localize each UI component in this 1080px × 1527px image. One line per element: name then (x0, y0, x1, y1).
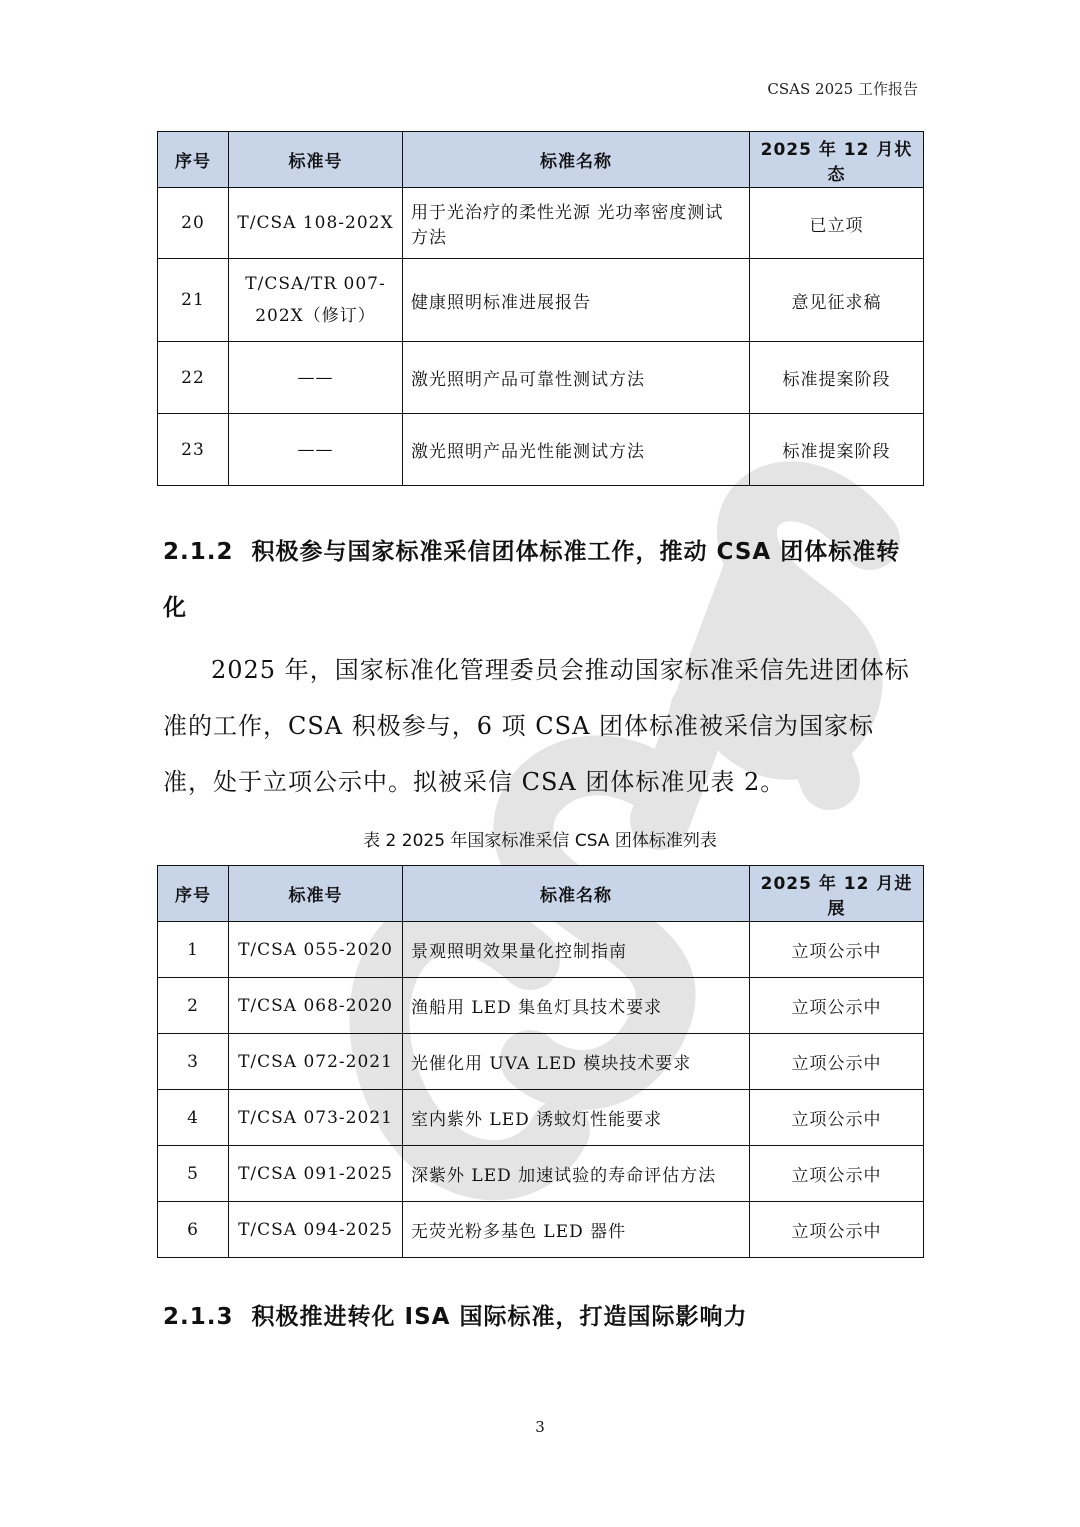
cell-name: 渔船用 LED 集鱼灯具技术要求 (403, 978, 750, 1034)
cell-name: 激光照明产品光性能测试方法 (403, 414, 750, 486)
section-paragraph: 2025 年，国家标准化管理委员会推动国家标准采信先进团体标准的工作，CSA 积极参与，6 项 CSA 团体标准被采信为国家标准，处于立项公示中。拟被采信 CSA 团体标准见表 2。 (163, 656, 910, 796)
cell-name: 室内紫外 LED 诱蚊灯性能要求 (403, 1090, 750, 1146)
adopted-standards-table (157, 865, 924, 1258)
cell-code: —— (229, 414, 403, 486)
table-row (158, 259, 924, 342)
col-header-code: 标准号 (229, 866, 403, 922)
cell-status: 立项公示中 (750, 1202, 924, 1258)
table-row (158, 978, 924, 1034)
cell-code: —— (229, 342, 403, 414)
section-heading-2-1-3 (163, 1300, 923, 1334)
cell-code: T/CSA 055-2020 (229, 922, 403, 978)
cell-no: 5 (158, 1146, 229, 1202)
cell-code: T/CSA 068-2020 (229, 978, 403, 1034)
col-header-no: 序号 (158, 866, 229, 922)
cell-name: 用于光治疗的柔性光源 光功率密度测试方法 (403, 188, 750, 259)
cell-name: 激光照明产品可靠性测试方法 (403, 342, 750, 414)
col-header-name: 标准名称 (403, 866, 750, 922)
section-title: 积极参与国家标准采信团体标准工作，推动 CSA 团体标准转化 (163, 539, 901, 621)
cell-no: 1 (158, 922, 229, 978)
cell-status: 已立项 (750, 188, 924, 259)
cell-code: T/CSA 091-2025 (229, 1146, 403, 1202)
col-header-name: 标准名称 (403, 132, 750, 188)
section-title: 积极推进转化 ISA 国际标准，打造国际影响力 (251, 1304, 748, 1330)
cell-status: 意见征求稿 (750, 259, 924, 342)
cell-code: T/CSA 072-2021 (229, 1034, 403, 1090)
col-header-no: 序号 (158, 132, 229, 188)
page-number: 3 (535, 1418, 545, 1436)
cell-status: 标准提案阶段 (750, 342, 924, 414)
table-row (158, 1146, 924, 1202)
cell-name: 深紫外 LED 加速试验的寿命评估方法 (403, 1146, 750, 1202)
col-header-status: 2025 年 12 月进展 (750, 866, 924, 922)
table-header-row (158, 132, 924, 188)
table2-caption: 表 2 2025 年国家标准采信 CSA 团体标准列表 (363, 831, 717, 851)
cell-no: 22 (158, 342, 229, 414)
cell-name: 健康照明标准进展报告 (403, 259, 750, 342)
col-header-status: 2025 年 12 月状态 (750, 132, 924, 188)
table-row (158, 1090, 924, 1146)
cell-code: T/CSA/TR 007-202X（修订） (229, 259, 403, 342)
cell-status: 立项公示中 (750, 1146, 924, 1202)
cell-no: 4 (158, 1090, 229, 1146)
section-number: 2.1.2 (163, 539, 234, 565)
cell-name: 景观照明效果量化控制指南 (403, 922, 750, 978)
cell-code: T/CSA 108-202X (229, 188, 403, 259)
report-header: CSAS 2025 工作报告 (767, 80, 918, 98)
cell-no: 23 (158, 414, 229, 486)
cell-code: T/CSA 073-2021 (229, 1090, 403, 1146)
table-row (158, 1034, 924, 1090)
cell-status: 标准提案阶段 (750, 414, 924, 486)
table-row (158, 342, 924, 414)
table-row (158, 188, 924, 259)
cell-name: 无荧光粉多基色 LED 器件 (403, 1202, 750, 1258)
cell-no: 21 (158, 259, 229, 342)
cell-no: 2 (158, 978, 229, 1034)
table-row (158, 1202, 924, 1258)
cell-name: 光催化用 UVA LED 模块技术要求 (403, 1034, 750, 1090)
cell-no: 6 (158, 1202, 229, 1258)
cell-status: 立项公示中 (750, 1090, 924, 1146)
cell-no: 3 (158, 1034, 229, 1090)
cell-no: 20 (158, 188, 229, 259)
cell-status: 立项公示中 (750, 978, 924, 1034)
cell-status: 立项公示中 (750, 1034, 924, 1090)
table-row (158, 414, 924, 486)
col-header-code: 标准号 (229, 132, 403, 188)
standards-table-continued (157, 131, 924, 486)
cell-status: 立项公示中 (750, 922, 924, 978)
table-header-row (158, 866, 924, 922)
table-row (158, 922, 924, 978)
section-number: 2.1.3 (163, 1304, 234, 1330)
section-heading-2-1-2 (163, 524, 923, 636)
cell-code: T/CSA 094-2025 (229, 1202, 403, 1258)
